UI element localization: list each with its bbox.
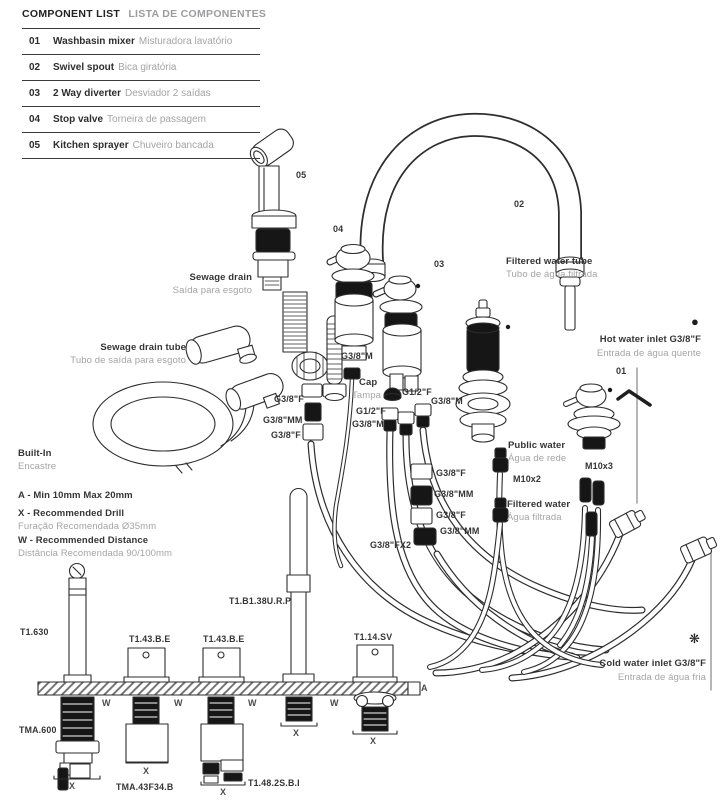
sewage-drain-tube-label: Sewage drain tube xyxy=(100,342,186,353)
component-number: 03 xyxy=(29,88,41,99)
thread-label: G1/2"F xyxy=(402,387,432,397)
component-row xyxy=(22,80,260,106)
callout-05: 05 xyxy=(296,170,307,180)
marker-w: W xyxy=(330,698,339,708)
marker-w: W xyxy=(248,698,257,708)
component-row xyxy=(22,132,260,159)
hot-water-dot-icon: ● xyxy=(691,314,699,329)
code-label: T1.48.2S.B.I xyxy=(248,778,300,788)
component-name-pt: Torneira de passagem xyxy=(107,114,206,125)
filtered-water-label-pt: Água filtrada xyxy=(507,512,562,523)
cold-water-inlet-label: Cold water inlet G3/8"F xyxy=(599,658,706,669)
diverter-art xyxy=(376,276,422,401)
component-row xyxy=(22,28,260,54)
stop-valve-art xyxy=(330,245,374,361)
cap-label: Cap xyxy=(359,377,378,388)
hot-water-inlet-label: Hot water inlet G3/8"F xyxy=(599,334,701,345)
marker-x: X xyxy=(220,787,227,797)
thread-label: G3/8"F xyxy=(436,510,466,520)
note-w: W - Recommended Distance xyxy=(18,535,149,546)
thread-label: G3/8"M xyxy=(431,396,463,406)
marker-a: A xyxy=(421,683,428,693)
reference-dots xyxy=(416,284,612,392)
component-name-pt: Chuveiro bancada xyxy=(132,140,214,151)
component-name: Kitchen sprayer xyxy=(53,140,129,151)
callout-02: 02 xyxy=(514,199,525,209)
thread-label: G3/8"M xyxy=(341,351,373,361)
code-label: T1.14.SV xyxy=(354,632,393,642)
code-label: TMA.43F34.B xyxy=(116,782,174,792)
component-number: 04 xyxy=(29,114,41,125)
component-row xyxy=(22,54,260,80)
public-water-label-pt: Água de rede xyxy=(508,453,567,464)
callout-01: 01 xyxy=(616,366,627,376)
note-a: A - Min 10mm Max 20mm xyxy=(18,490,133,501)
component-list-rows xyxy=(22,28,260,159)
marker-w: W xyxy=(174,698,183,708)
component-name-pt: Bica giratória xyxy=(118,62,177,73)
note-x-pt: Furação Recomendada Ø35mm xyxy=(18,521,157,532)
spout-shank-tube-art xyxy=(287,489,310,677)
public-water-label: Public water xyxy=(508,440,566,451)
code-label: T1.43.B.E xyxy=(203,634,245,644)
component-list-title-pt: LISTA DE COMPONENTES xyxy=(128,8,267,20)
component-list xyxy=(22,8,267,159)
component-name-pt: Desviador 2 saídas xyxy=(125,88,211,99)
thread-label: G3/8"FX2 xyxy=(370,540,412,550)
cold-water-snowflake-icon: ❋ xyxy=(689,631,700,646)
component-name-pt: Misturadora lavatório xyxy=(138,36,233,47)
filtered-water-label: Filtered water xyxy=(507,499,571,510)
drain-tee-fittings-art xyxy=(183,323,289,421)
sewage-drain-label-pt: Saída para esgoto xyxy=(172,285,252,296)
built-in-label-pt: Encastre xyxy=(18,461,57,472)
marker-x: X xyxy=(143,766,150,776)
cold-water-inlet-label-pt: Entrada de água fria xyxy=(617,672,706,683)
filter-stack-art xyxy=(456,300,510,442)
component-number: 01 xyxy=(29,36,41,47)
note-x: X - Recommended Drill xyxy=(18,508,125,519)
thread-label: G3/8"F xyxy=(271,430,301,440)
component-name: Swivel spout xyxy=(53,62,115,73)
component-name: 2 Way diverter xyxy=(53,88,121,99)
filtered-water-tube-label: Filtered water tube xyxy=(506,256,593,267)
filtered-water-tube-label-pt: Tubo de água filtrada xyxy=(506,269,598,280)
sewage-drain-tube-label-pt: Tubo de saída para esgoto xyxy=(70,355,186,366)
marker-x: X xyxy=(69,781,76,791)
code-label: TMA.600 xyxy=(19,725,57,735)
component-name: Stop valve xyxy=(53,114,104,125)
thread-label: G3/8"MM xyxy=(263,415,303,425)
thread-label: G1/2"F xyxy=(356,406,386,416)
hot-water-inlet-label-pt: Entrada de água quente xyxy=(596,348,701,359)
callout-04: 04 xyxy=(333,224,344,234)
component-name: Washbasin mixer xyxy=(53,36,135,47)
thread-label: G3/8"F xyxy=(274,394,304,404)
code-label: T1.B1.38U.R.P xyxy=(229,596,292,606)
thread-label: G3/8"MM xyxy=(434,489,474,499)
marker-x: X xyxy=(370,736,377,746)
marker-x: X xyxy=(293,728,300,738)
component-number: 02 xyxy=(29,62,41,73)
thread-label: M10x3 xyxy=(585,461,614,471)
component-list-header xyxy=(22,8,267,20)
built-in-label: Built-In xyxy=(18,448,52,459)
callout-03: 03 xyxy=(434,259,445,269)
cap-label-pt: Tampa xyxy=(352,390,382,401)
thread-label: M10x2 xyxy=(513,474,542,484)
thread-label: G3/8"MM xyxy=(440,526,480,536)
marker-w: W xyxy=(102,698,111,708)
component-row xyxy=(22,106,260,132)
component-number: 05 xyxy=(29,140,41,151)
thread-label: G3/8"M xyxy=(352,419,384,429)
code-label: T1.630 xyxy=(20,627,49,637)
code-label: T1.43.B.E xyxy=(129,634,171,644)
component-list-title: COMPONENT LIST xyxy=(22,8,121,20)
note-w-pt: Distância Recomendada 90/100mm xyxy=(18,548,173,559)
thread-label: G3/8"F xyxy=(436,468,466,478)
sewage-drain-label: Sewage drain xyxy=(189,272,252,283)
